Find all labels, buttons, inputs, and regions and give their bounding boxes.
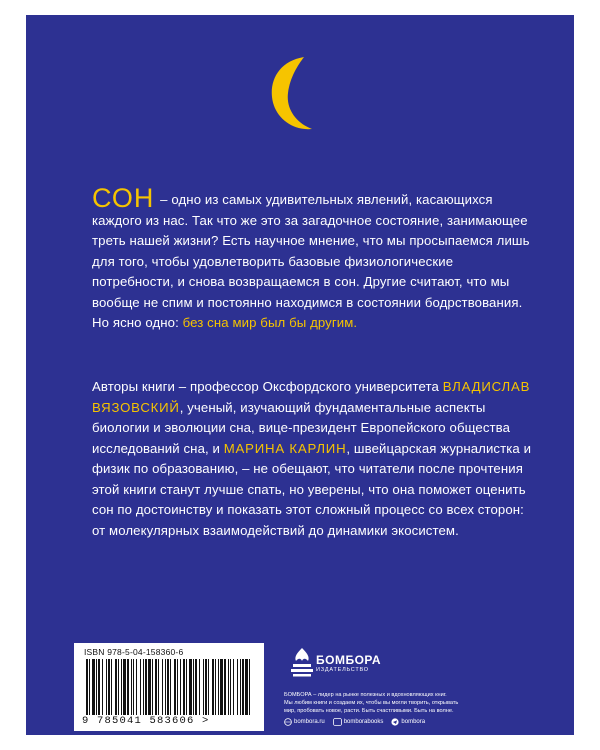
social-links (284, 718, 564, 726)
barcode-bar (140, 659, 141, 715)
barcode-bar (92, 659, 95, 715)
barcode-bar (143, 659, 144, 715)
crescent-moon-icon (266, 53, 334, 133)
authors-text-2: , ученый, изучающий фундаментальные аспекты биологии и эволюции сна, вице-президент Европейского общества исследований сна, и (92, 399, 511, 456)
barcode-bar (203, 659, 204, 715)
barcode-bar (148, 659, 151, 715)
barcode-bar (152, 659, 153, 715)
barcode-bar (224, 659, 226, 715)
social-telegram-label: bombora (401, 719, 426, 725)
barcode-bar (123, 659, 126, 715)
barcode-bar (136, 659, 137, 715)
barcode-bar (249, 659, 250, 715)
barcode-bar (208, 659, 209, 715)
barcode-bar (167, 659, 169, 715)
authors-paragraph (92, 377, 532, 541)
barcode-bar (131, 659, 132, 715)
barcode-bar (240, 659, 241, 715)
barcode-bar (158, 659, 159, 715)
barcode-bar (193, 659, 194, 715)
barcode-bar (118, 659, 119, 715)
barcode-bar (127, 659, 129, 715)
barcode-bar (230, 659, 231, 715)
barcode-bar (174, 659, 176, 715)
barcode-bar (155, 659, 157, 715)
barcode-bar (133, 659, 134, 715)
lead-word: СОН (92, 183, 155, 213)
globe-icon (284, 718, 292, 726)
barcode-bar (215, 659, 216, 715)
barcode-bar (228, 659, 229, 715)
barcode-bar (121, 659, 122, 715)
barcode-bar (98, 659, 100, 715)
social-website (284, 718, 325, 726)
barcode-bar (186, 659, 187, 715)
author-name-2: МАРИНА КАРЛИН (223, 440, 347, 456)
barcode-bar (195, 659, 197, 715)
barcode-bar (205, 659, 207, 715)
barcode-bar (245, 659, 248, 715)
social-vk-label: bomborabooks (343, 719, 384, 725)
intro-highlight: без сна мир был бы другим. (182, 315, 358, 330)
publisher-subtitle: ИЗДАТЕЛЬСТВО (316, 667, 369, 673)
barcode-bar (218, 659, 219, 715)
barcode-bar (115, 659, 117, 715)
social-telegram (391, 718, 425, 726)
barcode-bar (111, 659, 112, 715)
barcode-bar (189, 659, 192, 715)
barcode-bar (212, 659, 214, 715)
intro-text: – одно из самых удивительных явлений, касающихся каждого из нас. Так что же это за загадочное состояние, занимающее треть нашей жизни? Есть научное мнение, что мы просыпаемся лишь для того, чтобы удовлетворить базовые физиологические потребности, и снова возвращаемся в сон. Другие считают, что мы вообще не спим и постоянно находимся в состоянии бодрствования. Но ясно одно: (92, 192, 530, 330)
barcode-bar (165, 659, 166, 715)
barcode-bar (89, 659, 90, 715)
authors-text-1: Авторы книги – профессор Оксфордского университета (92, 379, 443, 394)
barcode-bar (242, 659, 244, 715)
barcode-bar (145, 659, 147, 715)
publisher-description: БОМБОРА – лидер на рынке полезных и вдохновляющих книг. Мы любим книги и создаем их, чтобы вы могли творить, открывать мир, пробовать новое, расти. Быть счастливыми. Быть на волне. (284, 692, 459, 714)
telegram-icon (391, 718, 399, 726)
barcode-bar (86, 659, 88, 715)
barcode-bar (183, 659, 185, 715)
barcode-bar (170, 659, 171, 715)
barcode-bar (220, 659, 223, 715)
barcode-bar (102, 659, 103, 715)
barcode-digits: 9 785041 583606 > (82, 715, 210, 727)
barcode-bar (96, 659, 97, 715)
barcode-bar (106, 659, 107, 715)
barcode-bar (237, 659, 238, 715)
authors-text-3: , швейцарская журналистка и физик по образованию, – не обещают, что читатели после прочтения этой книги станут лучше спать, но уверены, что она поможет оценить сон по достоинству и показать этот сложный процесс со всех сторон: от молекулярных взаимодействий до динамики экосистем. (92, 440, 532, 538)
author-name-1: ВЛАДИСЛАВ ВЯЗОВСКИЙ (92, 379, 531, 415)
vk-icon (333, 718, 342, 726)
barcode-bar (162, 659, 163, 715)
barcode-bar (233, 659, 234, 715)
intro-paragraph (92, 183, 532, 334)
barcode-bar (108, 659, 110, 715)
social-website-label: bombora.ru (294, 719, 325, 725)
barcode-bar (177, 659, 178, 715)
social-vk (333, 718, 384, 726)
isbn-number: ISBN 978-5-04-158360-6 (84, 647, 184, 657)
bombora-logo-icon (290, 647, 314, 677)
book-back-cover (26, 15, 574, 735)
barcode-bar (180, 659, 181, 715)
publisher-name: БОМБОРА (316, 653, 382, 667)
barcode-bar (199, 659, 200, 715)
barcode-bars (84, 659, 254, 715)
isbn-barcode (74, 643, 264, 731)
